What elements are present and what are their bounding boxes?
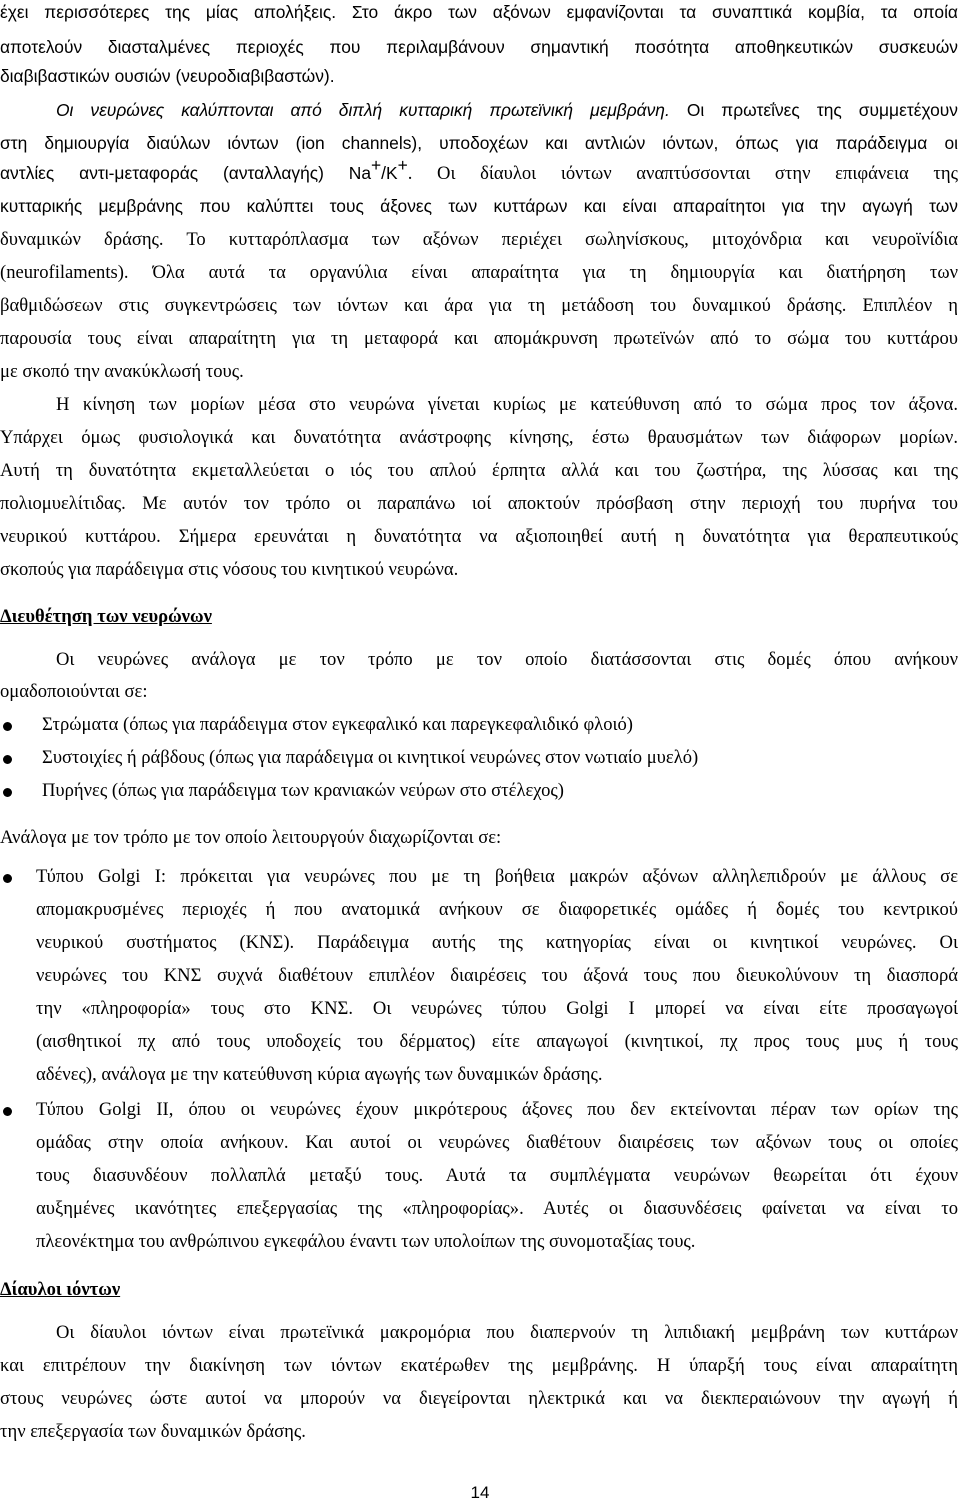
paragraph-line: παρουσία τους είναι απαραίτητη για τη μεταφορά και απομάκρυνση πρωτεϊνών από το σώμα του κυττάρου: [0, 328, 958, 349]
list-item-line: τους διασυνδέουν πολλαπλά μεταξύ τους. Αυτά τα συμπλέγματα νευρώνων θεωρείται ότι έχουν: [36, 1165, 958, 1186]
paragraph-line: διαβιβαστικών ουσιών (νευροδιαβιβαστών).: [0, 66, 335, 86]
list-item: Συστοιχίες ή ράβδους (όπως για παράδειγμα οι κινητικοί νευρώνες στον νωτιαίο μυελό): [42, 747, 699, 768]
paragraph-line: την επεξεργασία των δυναμικών δράσης.: [0, 1421, 306, 1442]
paragraph-line: [0, 154, 958, 185]
bullet-icon: [3, 874, 12, 883]
paragraph-line: και επιτρέπουν την διακίνηση των ιόντων εκατέρωθεν της μεμβράνης. Η ύπαρξή τους είναι απαραίτητη: [0, 1355, 958, 1376]
paragraph-line: (neurofilaments). Όλα αυτά τα οργανύλια είναι απαραίτητα για τη δημιουργία και διατήρηση των: [0, 262, 958, 283]
paragraph-line: πολιομυελίτιδας. Με αυτόν τον τρόπο οι παραπάνω ιοί αποκτούν πρόσβαση στην περιοχή του πυρήνα του: [0, 493, 958, 514]
bullet-icon: [3, 1107, 12, 1116]
section-heading: Δίαυλοι ιόντων: [0, 1279, 121, 1300]
list-item-line: νευρικού συστήματος (ΚΝΣ). Παράδειγμα αυτής της κατηγορίας είναι οι κινητικοί νευρώνες. Οι: [36, 932, 958, 953]
paragraph-line: Οι νευρώνες ανάλογα με τον τρόπο με τον οποίο διατάσσονται στις δομές όπου ανήκουν: [56, 649, 958, 670]
list-item-line: ομάδας στην οποία ανήκουν. Και αυτοί οι νευρώνες διαθέτουν διαιρέσεις των αξόνων τους οι οποίες: [36, 1132, 958, 1153]
paragraph-line: νευρικού κυττάρου. Σήμερα ερευνάται η δυνατότητα να αξιοποιηθεί αυτή η δυνατότητα για θεραπευτικούς: [0, 526, 958, 547]
list-item-line: απομακρυσμένες περιοχές ή που ανατομικά ανήκουν σε διαφορετικές ομάδες ή δομές του κεντρικού: [36, 899, 958, 920]
sentence-text: αντλίες αντι-μεταφοράς (ανταλλαγής) Na: [0, 163, 371, 183]
paragraph-line: Αυτή τη δυνατότητα εκμεταλλεύεται ο ιός του απλού έρπητα αλλά και του ζωστήρα, της λύσσας και της: [0, 460, 958, 481]
paragraph-line: Υπάρχει όμως φυσιολογικά και δυνατότητα ανάστροφης κίνησης, έστω θραυσμάτων των διάφορων μορίων.: [0, 427, 958, 448]
list-item-line: αδένες), ανάλογα με την κατεύθυνση κύρια αγωγής των δυναμικών δράσης.: [36, 1064, 603, 1085]
paragraph-line: αποτελούν διασταλμένες περιοχές που περιλαμβάνουν σημαντική ποσότητα αποθηκευτικών συσκευών: [0, 37, 958, 57]
paragraph-line: σκοπούς για παράδειγμα στις νόσους του κινητικού νευρώνα.: [0, 559, 459, 580]
list-item: Στρώματα (όπως για παράδειγμα στον εγκεφαλικό και παρεγκεφαλιδικό φλοιό): [42, 714, 633, 735]
list-item-line: νευρώνες του ΚΝΣ συχνά διαθέτουν επιπλέον διαιρέσεις του άξονά τους που διευκολύνουν τη διασπορά: [36, 965, 958, 986]
sentence-text: . Οι δίαυλοι ιόντων αναπτύσσονται στην επιφάνεια της: [407, 163, 958, 184]
paragraph-line: δυναμικών δράσης. Το κυτταρόπλασμα των αξόνων περιέχει σωληνίσκους, μιτοχόνδρια και νευροϊνίδια: [0, 229, 958, 250]
paragraph-line: κυτταρικής μεμβράνης που καλύπτει τους άξονες των κυττάρων και είναι απαραίτητοι για την αγωγή των: [0, 196, 958, 216]
paragraph-line: Η κίνηση των μορίων μέσα στο νευρώνα γίνεται κυρίως με κατεύθυνση από το σώμα προς τον άξονα.: [56, 394, 958, 415]
paragraph-line: με σκοπό την ανακύκλωσή τους.: [0, 361, 244, 382]
sentence-text: Οι πρωτεΐνες της συμμετέχουν: [669, 100, 958, 120]
superscript: +: [371, 154, 382, 175]
bullet-icon: [3, 755, 12, 764]
list-item-line: πλεονέκτημα του ανθρώπινου εγκεφάλου έναντι των υπολοίπων της συνομοταξίας τους.: [36, 1231, 696, 1252]
list-item-line: αυξημένες ικανότητες επεξεργασίας της «πληροφορίας». Αυτές οι διασυνδέσεις φαίνεται να είναι το: [36, 1198, 958, 1219]
italic-sentence: Οι νευρώνες καλύπτονται από διπλή κυτταρική πρωτεϊνική μεμβράνη.: [56, 100, 670, 120]
list-item: Τύπου Golgi I: πρόκειται για νευρώνες που με τη βοήθεια μακρών αξόνων αλληλεπιδρούν με άλλους σε: [36, 866, 958, 887]
bullet-icon: [3, 722, 12, 731]
paragraph-line: [56, 100, 958, 121]
paragraph-line: Ανάλογα με τον τρόπο με τον οποίο λειτουργούν διαχωρίζονται σε:: [0, 827, 502, 848]
list-item: Πυρήνες (όπως για παράδειγμα των κρανιακών νεύρων στο στέλεχος): [42, 780, 564, 801]
paragraph-line: βαθμιδώσεων στις συγκεντρώσεις των ιόντων και άρα για τη μετάδοση του δυναμικού δράσης. Επιπλέον η: [0, 295, 958, 316]
paragraph-line: Οι δίαυλοι ιόντων είναι πρωτεϊνικά μακρομόρια που διαπερνούν τη λιπιδιακή μεμβράνη των κυττάρων: [56, 1322, 958, 1343]
list-item-line: την «πληροφορία» τους στο ΚΝΣ. Οι νευρώνες τύπου Golgi I μπορεί να είναι είτε προσαγωγοί: [36, 998, 958, 1019]
paragraph-line: έχει περισσότερες της μίας απολήξεις. Στο άκρο των αξόνων εμφανίζονται τα συναπτικά κομβία, τα οποία: [0, 2, 958, 22]
bullet-icon: [3, 788, 12, 797]
section-heading: Διευθέτηση των νευρώνων: [0, 606, 212, 627]
list-item: Τύπου Golgi II, όπου οι νευρώνες έχουν μικρότερους άξονες που δεν εκτείνονται πέραν των ορίων της: [36, 1099, 958, 1120]
page-number: 14: [470, 1483, 490, 1502]
sentence-text: /K: [381, 163, 398, 183]
paragraph-line: στη δημιουργία διαύλων ιόντων (ion channels), υποδοχέων και αντλιών ιόντων, όπως για παράδειγμα οι: [0, 133, 958, 153]
paragraph-line: στους νευρώνες ώστε αυτοί να μπορούν να διεγείρονται ηλεκτρικά και να διεκπεραιώνουν την αγωγή ή: [0, 1388, 958, 1409]
paragraph-line: ομαδοποιούνται σε:: [0, 681, 148, 702]
list-item-line: (αισθητικοί πχ από τους υποδοχείς του δέρματος) είτε απαγωγοί (κινητικοί, πχ προς τους μυς ή τους: [36, 1031, 958, 1052]
superscript: +: [397, 154, 408, 175]
